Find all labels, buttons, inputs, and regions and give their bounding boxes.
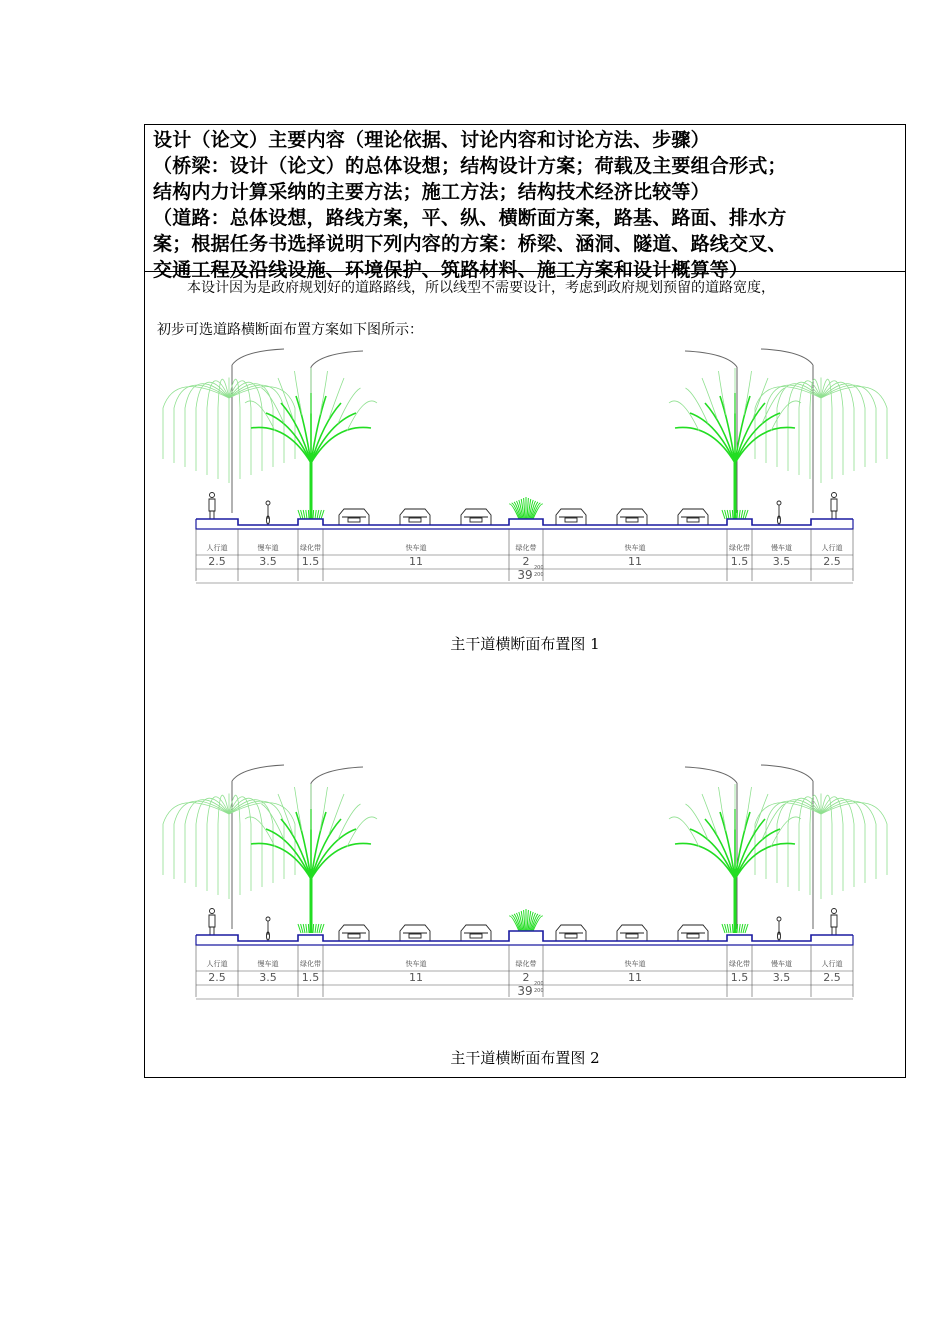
tree-twig xyxy=(320,371,328,415)
car xyxy=(678,509,708,525)
pedestrian xyxy=(831,909,837,936)
street-lamp xyxy=(311,351,363,513)
willow-branch xyxy=(821,385,876,463)
shrub xyxy=(306,510,307,519)
cyclist xyxy=(266,917,270,940)
tree-twig xyxy=(702,378,717,419)
pedestrian-body xyxy=(209,915,215,935)
willow-branch xyxy=(229,385,284,463)
tree xyxy=(245,368,377,519)
road-surface-line xyxy=(196,931,853,941)
lamp-arm xyxy=(311,767,363,783)
car-grille xyxy=(409,934,421,938)
heading-line-6: 交通工程及沿线设施、环境保护、筑路材料、施工方案和设计概算等） xyxy=(153,259,749,281)
zone-label: 快车道 xyxy=(405,544,427,552)
shrub xyxy=(727,510,729,519)
zone-width: 2.5 xyxy=(208,971,226,984)
shrub xyxy=(737,924,738,933)
road-base-line xyxy=(196,519,853,529)
willow-branch xyxy=(174,385,229,463)
cyclist-head xyxy=(777,501,781,505)
content-frame xyxy=(144,124,906,1078)
dimension-text xyxy=(207,959,843,998)
zone-width: 2 xyxy=(522,971,530,984)
lamp-arm xyxy=(761,765,813,781)
pedestrian-head xyxy=(832,493,837,498)
zone-label: 人行道 xyxy=(821,544,843,552)
zone-label: 快车道 xyxy=(405,960,427,968)
zone-width: 3.5 xyxy=(259,555,277,568)
body-paragraph-1: 本设计因为是政府规划好的道路路线，所以线型不需要设计，考虑到政府规划预留的道路宽度， xyxy=(187,280,775,296)
lamp-arm xyxy=(761,349,813,365)
tree-twig xyxy=(329,378,344,419)
zone-width: 1.5 xyxy=(301,971,320,984)
pedestrian-head xyxy=(210,909,215,914)
zone-label: 绿化带 xyxy=(729,544,750,552)
car-grille xyxy=(687,518,699,522)
shrub xyxy=(732,510,733,519)
shrub xyxy=(306,924,307,933)
willow-branch xyxy=(174,801,229,879)
tree-twig xyxy=(719,371,727,415)
shrub xyxy=(317,510,319,519)
cyclist xyxy=(777,917,781,940)
tree-twig xyxy=(347,401,377,431)
heading-line-2: （桥梁：设计（论文）的总体设想；结构设计方案；荷载及主要组合形式； xyxy=(153,155,787,177)
zone-label: 快车道 xyxy=(624,960,646,968)
willow-tree xyxy=(755,378,887,483)
shrub xyxy=(303,924,305,933)
pedestrian-body xyxy=(831,915,837,935)
zone-label: 慢车道 xyxy=(257,544,279,552)
willow-branch xyxy=(229,801,284,879)
car-grille xyxy=(470,518,482,522)
slope-note: 200 xyxy=(534,565,544,571)
tree-twig xyxy=(669,817,699,847)
tree-twig xyxy=(744,787,752,831)
pedestrian-body xyxy=(831,499,837,519)
shrub xyxy=(739,510,740,519)
zone-width: 2.5 xyxy=(823,971,841,984)
car xyxy=(461,509,491,525)
car xyxy=(400,509,430,525)
cyclist xyxy=(777,501,781,524)
tree-twig xyxy=(762,388,785,424)
tree-twig xyxy=(245,401,275,431)
tree-twig xyxy=(719,787,727,831)
tree xyxy=(669,368,801,519)
figure-caption-2: 主干道横断面布置图 2 xyxy=(450,1049,600,1067)
tree-twig xyxy=(347,817,377,847)
figure-caption-1: 主干道横断面布置图 1 xyxy=(450,635,600,653)
zone-label: 绿化带 xyxy=(300,544,321,552)
tree-twig xyxy=(669,401,699,431)
car xyxy=(400,925,430,941)
pedestrian-head xyxy=(210,493,215,498)
pedestrian xyxy=(209,493,215,520)
body-paragraph-2: 初步可选道路横断面布置方案如下图所示： xyxy=(157,322,423,338)
tree-twig xyxy=(702,794,717,835)
road-surface-line xyxy=(196,519,853,525)
zone-width: 3.5 xyxy=(772,555,791,568)
heading-line-5: 案；根据任务书选择说明下列内容的方案：桥梁、涵洞、隧道、路线交叉、 xyxy=(153,233,787,255)
tree xyxy=(669,784,801,933)
slope-note: 200 xyxy=(534,988,544,994)
zone-width: 2 xyxy=(522,555,530,568)
shrub xyxy=(315,510,316,519)
shrub xyxy=(730,924,731,933)
car-grille xyxy=(348,934,360,938)
shrub xyxy=(313,510,314,519)
willow-tree xyxy=(755,794,887,899)
tree xyxy=(245,784,377,933)
lamp-arm xyxy=(685,767,737,783)
shrub xyxy=(308,924,309,933)
shrub xyxy=(303,510,305,519)
lamp-arm xyxy=(232,765,284,781)
slope-note: 200 xyxy=(534,981,544,987)
tree-twig xyxy=(295,787,303,831)
heading-line-4: （道路：总体设想，路线方案，平、纵、横断面方案，路基、路面、排水方 xyxy=(153,207,787,229)
car xyxy=(339,925,369,941)
zone-label: 慢车道 xyxy=(771,960,792,968)
shrub xyxy=(313,924,314,933)
zone-width: 11 xyxy=(628,555,642,568)
shrub xyxy=(730,510,731,519)
shrub xyxy=(317,924,319,933)
car xyxy=(339,509,369,525)
car xyxy=(556,925,586,941)
median-shrub xyxy=(509,497,543,519)
car-grille xyxy=(565,934,577,938)
slope-note: 200 xyxy=(534,572,544,578)
tree-twig xyxy=(320,787,328,831)
zone-width: 1.5 xyxy=(730,971,749,984)
car xyxy=(461,925,491,941)
figure-artwork xyxy=(163,349,887,525)
figure-artwork xyxy=(163,765,887,941)
car-grille xyxy=(626,518,638,522)
car-grille xyxy=(626,934,638,938)
zone-width: 2.5 xyxy=(823,555,841,568)
lamp-arm xyxy=(685,351,737,367)
zone-label: 人行道 xyxy=(821,960,843,968)
car-grille xyxy=(409,518,421,522)
tree-twig xyxy=(295,371,303,415)
pedestrian-head xyxy=(832,909,837,914)
tree-twig xyxy=(762,804,785,840)
cross-section-figure-1 xyxy=(151,343,901,611)
car-grille xyxy=(470,934,482,938)
dimension-text xyxy=(207,543,843,582)
tree-twig xyxy=(744,371,752,415)
section-heading xyxy=(145,125,905,281)
cross-section-figure-2 xyxy=(151,759,901,1027)
total-width: 39 xyxy=(517,568,533,582)
total-width: 39 xyxy=(517,984,533,998)
tree-twig xyxy=(686,804,709,840)
shrub xyxy=(741,510,743,519)
median-shrub xyxy=(509,909,543,931)
zone-width: 11 xyxy=(409,971,423,984)
cyclist xyxy=(266,501,270,524)
tree-twig xyxy=(329,794,344,835)
pedestrian-body xyxy=(209,499,215,519)
tree-twig xyxy=(686,388,709,424)
lamp-arm xyxy=(232,349,284,365)
shrub xyxy=(737,510,738,519)
street-lamp xyxy=(311,767,363,929)
shrub xyxy=(727,924,729,933)
zone-label: 慢车道 xyxy=(771,544,792,552)
cyclist-head xyxy=(266,917,270,921)
zone-width: 11 xyxy=(628,971,642,984)
car xyxy=(678,925,708,941)
heading-line-1: 设计（论文）主要内容（理论依据、讨论内容和讨论方法、步骤） xyxy=(153,129,710,151)
zone-width: 1.5 xyxy=(730,555,749,568)
lamp-arm xyxy=(311,351,363,367)
road-base-line xyxy=(196,935,853,945)
zone-width: 11 xyxy=(409,555,423,568)
road-profile xyxy=(196,931,853,945)
heading-line-3: 结构内力计算采纳的主要方法；施工方法；结构技术经济比较等） xyxy=(153,181,710,203)
car-grille xyxy=(565,518,577,522)
zone-label: 绿化带 xyxy=(729,960,750,968)
pedestrian xyxy=(831,493,837,520)
zone-width: 3.5 xyxy=(772,971,791,984)
zone-label: 绿化带 xyxy=(515,960,537,968)
zone-width: 3.5 xyxy=(259,971,277,984)
car xyxy=(617,925,647,941)
shrub xyxy=(315,924,316,933)
zone-label: 人行道 xyxy=(206,960,228,968)
cyclist-head xyxy=(777,917,781,921)
zone-label: 慢车道 xyxy=(257,960,279,968)
car xyxy=(617,509,647,525)
car xyxy=(556,509,586,525)
tree-twig xyxy=(338,804,361,840)
zone-width: 1.5 xyxy=(301,555,320,568)
zone-width: 2.5 xyxy=(208,555,226,568)
car-grille xyxy=(687,934,699,938)
zone-label: 快车道 xyxy=(624,544,646,552)
tree-twig xyxy=(245,817,275,847)
shrub xyxy=(739,924,740,933)
tree-twig xyxy=(771,401,801,431)
tree-twig xyxy=(338,388,361,424)
shrub xyxy=(732,924,733,933)
tree-twig xyxy=(771,817,801,847)
car-grille xyxy=(348,518,360,522)
pedestrian xyxy=(209,909,215,936)
willow-branch xyxy=(821,801,876,879)
shrub xyxy=(308,510,309,519)
zone-label: 绿化带 xyxy=(515,544,537,552)
road-profile xyxy=(196,519,853,529)
zone-label: 绿化带 xyxy=(300,960,321,968)
cyclist-head xyxy=(266,501,270,505)
shrub xyxy=(741,924,743,933)
zone-label: 人行道 xyxy=(206,544,228,552)
